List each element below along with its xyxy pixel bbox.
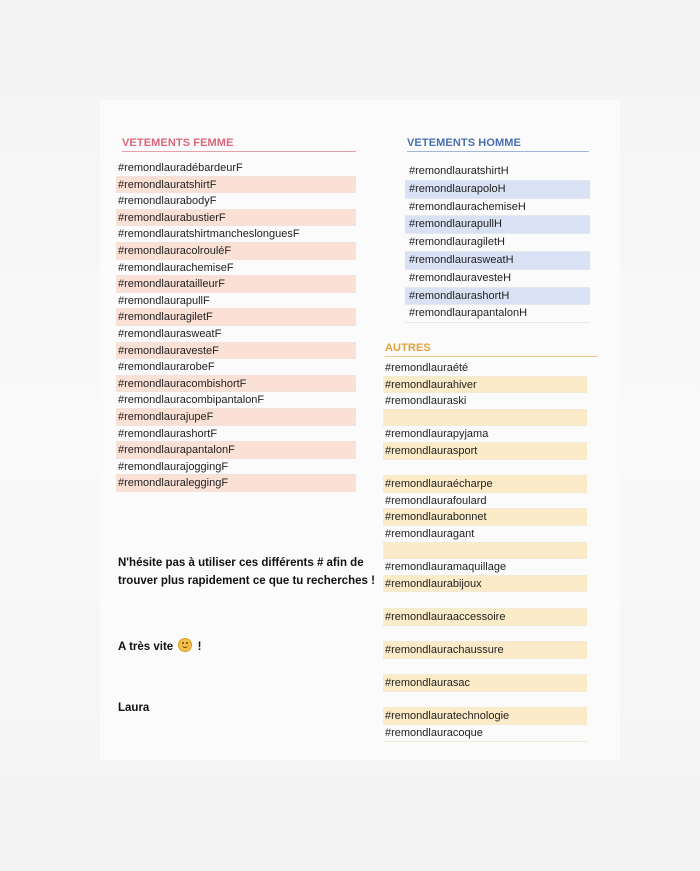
goodbye-text: A très vite (118, 641, 174, 653)
hashtag-item: #remondlauravesteF (116, 343, 356, 360)
hashtag-item: #remondlaurasweatF (116, 326, 356, 343)
section-title-femme: VETEMENTS FEMME (122, 137, 356, 152)
hashtag-item: #remondlauravesteH (405, 270, 590, 288)
hashtag-item: #remondlauracombipantalonF (116, 392, 356, 409)
hashtag-item: #remondlauraété (383, 360, 587, 377)
hashtag-item: #remondlaurashortF (116, 426, 356, 443)
goodbye-line (118, 638, 201, 653)
empty-row (383, 626, 587, 643)
empty-row (383, 460, 587, 477)
hashtag-item: #remondlauracoque (383, 725, 587, 742)
hashtag-item: #remondlauratshirtmancheslonguesF (116, 226, 356, 243)
autres-hashtag-list (383, 360, 587, 742)
hashtag-item: #remondlaurashortH (405, 288, 590, 306)
hashtag-item: #remondlaurapantalonF (116, 442, 356, 459)
hashtag-item: #remondlauratechnologie (383, 708, 587, 725)
empty-row (383, 692, 587, 709)
hashtag-item: #remondlaurabonnet (383, 509, 587, 526)
hashtag-item: #remondlauraski (383, 393, 587, 410)
hashtag-item: #remondlaurajupeF (116, 409, 356, 426)
hashtag-item: #remondlauradébardeurF (116, 160, 356, 177)
hashtag-item: #remondlauraleggingF (116, 475, 356, 492)
empty-row (383, 410, 587, 427)
smiley-icon (178, 638, 192, 652)
hashtag-item: #remondlaurachemiseH (405, 199, 590, 217)
section-title-homme: VETEMENTS HOMME (407, 137, 589, 152)
hashtag-item: #remondlauracombishortF (116, 376, 356, 393)
hashtag-item: #remondlaurabijoux (383, 576, 587, 593)
hashtag-item: #remondlauratshirtH (405, 163, 590, 181)
homme-hashtag-list (405, 163, 590, 323)
empty-row (383, 543, 587, 560)
hashtag-item: #remondlauracolrouléF (116, 243, 356, 260)
hashtag-item: #remondlaurarobeF (116, 359, 356, 376)
hashtag-item: #remondlauragant (383, 526, 587, 543)
hashtag-item: #remondlaurabodyF (116, 193, 356, 210)
hashtag-item: #remondlaurasport (383, 443, 587, 460)
hashtag-item: #remondlaurafoulard (383, 493, 587, 510)
hashtag-item: #remondlaurapullF (116, 293, 356, 310)
hashtag-item: #remondlaurachemiseF (116, 260, 356, 277)
goodbye-exclamation: ! (197, 641, 202, 653)
hashtag-item: #remondlauratshirtF (116, 177, 356, 194)
hashtag-item: #remondlauramaquillage (383, 559, 587, 576)
hashtag-item: #remondlauragiletF (116, 309, 356, 326)
hashtag-item: #remondlaurajoggingF (116, 459, 356, 476)
hashtag-item: #remondlauraaccessoire (383, 609, 587, 626)
hashtag-item: #remondlaurapoloH (405, 181, 590, 199)
hashtag-item: #remondlauratailleurF (116, 276, 356, 293)
hashtag-item: #remondlaurahiver (383, 377, 587, 394)
hashtag-item: #remondlaurachaussure (383, 642, 587, 659)
empty-row (383, 592, 587, 609)
hashtag-item: #remondlaurapantalonH (405, 305, 590, 323)
signature: Laura (118, 702, 150, 714)
hashtag-item: #remondlaurapullH (405, 216, 590, 234)
info-note: N'hésite pas à utiliser ces différents # afin de trouver plus rapidement ce que tu recherches ! (118, 557, 375, 587)
hashtag-item: #remondlaurasac (383, 675, 587, 692)
hashtag-item: #remondlaurapyjama (383, 426, 587, 443)
hashtag-item: #remondlauraécharpe (383, 476, 587, 493)
femme-hashtag-list (116, 160, 356, 492)
hashtag-item: #remondlaurasweatH (405, 252, 590, 270)
empty-row (383, 659, 587, 676)
hashtag-item: #remondlaurabustierF (116, 210, 356, 227)
hashtag-item: #remondlauragiletH (405, 234, 590, 252)
section-title-autres: AUTRES (385, 342, 598, 357)
